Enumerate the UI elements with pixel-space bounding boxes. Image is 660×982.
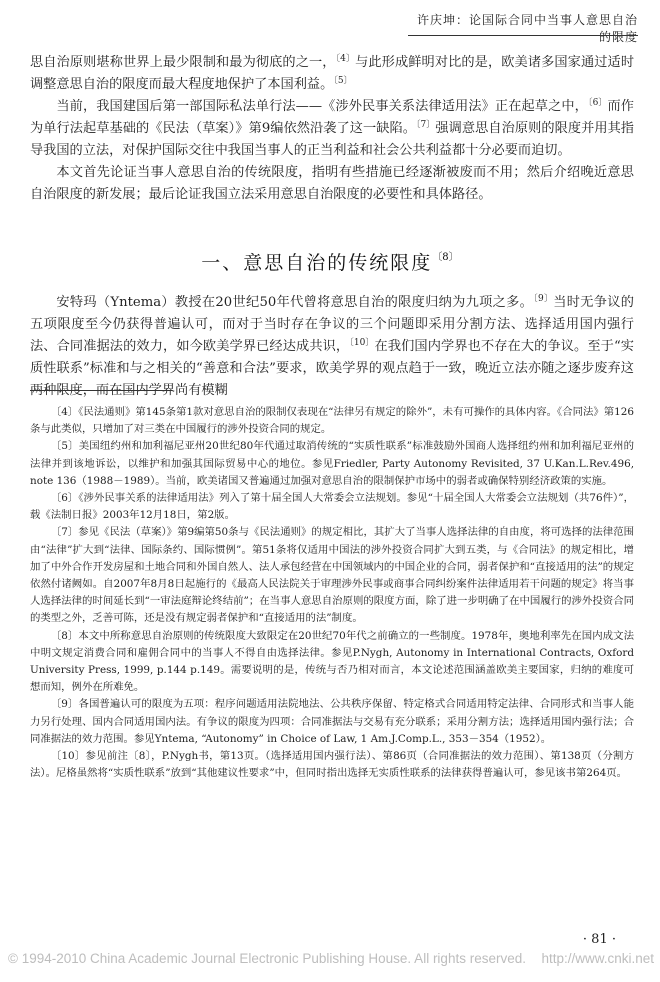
footnote-7: 〔7〕参见《民法（草案）》第9编第50条与《民法通则》的规定相比，其扩大了当事人选择法律的自由度，将可选择的法律范围由“法律”扩大到“法律、国际条约、国际惯例”。第51条将仅适用中国法的涉外投资合同扩大到五类，与《合同法》的规定相比，增加了中外合作开发房屋和土地合同和外国自然人、法人承包经营在中国领域内的中国企业的合同，弱者保护和“直接适用的法”的规定依然付诸阙如。自2007年8月8日起施行的《最高人民法院关于审理涉外民事或商事合同纠纷案件法律适用若干问题的规定》将当事人选择法律的时间延长到“一审法庭辩论终结前”；在当事人意思自治原则的限度方面，除了进一步明确了在中国履行的涉外投资合同的类型之外，乏善可陈，还是没有规定弱者保护和“直接适用的法”制度。 (30, 526, 634, 625)
footnotes (30, 404, 634, 782)
footnote-6: 〔6〕《涉外民事关系的法律适用法》列入了第十届全国人大常委会立法规划。参见“十届全国人大常委会立法规划（共76件）”，载《法制日报》2003年12月18日，第2版。 (30, 492, 634, 522)
footnote-10: 〔10〕参见前注〔8〕，P.Nygh书，第13页。（选择适用国内强行法）、第86页（合同准据法的效力范围）、第138页（分割方法）。尼格虽然将“实质性联系”放到“其他建议性要求”中，但同时指出选择无实质性联系的法律获得普遍认可，参见该书第264页。 (30, 750, 634, 780)
footnote-ref-6[interactable]: 〔6〕 (587, 98, 608, 108)
footnote-ref-8[interactable]: 〔8〕 (432, 252, 459, 263)
footnote-8: 〔8〕本文中所称意思自治原则的传统限度大致限定在20世纪70年代之前确立的一些制度。1978年，奥地利率先在国内成文法中明文规定消费合同和雇佣合同中的当事人不得自由选择法律。参见P.Nygh, Autonomy in International Contracts, Oxford University Press, 1999, p.144 p.149。需要说明的是，传统与否乃相对而言，本文论述范围涵盖欧美主要国家，归纳的难度可想而知，例外在所难免。 (30, 629, 634, 694)
section-heading: 一、意思自治的传统限度$^{〔8〕}$ (201, 252, 459, 274)
footnote-divider (30, 390, 172, 391)
footnote-5: 〔5〕美国纽约州和加利福尼亚州20世纪80年代通过取消传统的“实质性联系”标准鼓励外国商人选择纽约州和加利福尼亚州的法律并到该地诉讼，以维护和加强其国际贸易中心的地位。参见Friedler, Party Autonomy Revisited, 37 U.Kan.L.Rev.496, note 136（1988－1989）。当前，欧美诸国又普遍通过加强对意思自治的限制保护市场中的弱者或确保特别经济政策的实施。 (30, 440, 634, 487)
header-rule (408, 35, 638, 36)
footnote-ref-7[interactable]: 〔7〕 (415, 120, 436, 130)
section-paragraph: 安特玛（Yntema）教授在20世纪50年代曾将意思自治的限度归纳为九项之多。$^{〔9〕}$当时无争议的五项限度至今仍获得普遍认可，而对于当时存在争议的三个问题即采用分割方法、选择适用国内强行法、合同准据法的效力，如今欧美学界已经达成共识，$^{〔10〕}$在我们国内学界也不存在大的争议。至于“实质性联系”标准和与之相关的“善意和合法”要求，欧美学界的观点趋于一致，晚近立法亦随之逐步废弃这两种限度，而在国内学界尚有模糊 (30, 294, 634, 398)
footnote-ref-9[interactable]: 〔9〕 (533, 294, 554, 304)
page-number: · 81 · (582, 932, 616, 947)
intro-paragraph-1: 思自治原则堪称世界上最少限制和最为彻底的之一，$^{〔4〕}$与此形成鲜明对比的是，欧美诸多国家通过适时调整意思自治的限度而最大程度地保护了本国利益。$^{〔5〕}$ (30, 54, 635, 92)
copyright-notice: © 1994-2010 China Academic Journal Electronic Publishing House. All rights reserved. (8, 951, 526, 966)
footnote-4: 〔4〕《民法通则》第145条第1款对意思自治的限制仅表现在“法律另有规定的除外”，未有可操作的具体内容。《合同法》第126条与此类似，只增加了对三类在中国履行的涉外投资合同的规定。 (30, 406, 634, 436)
intro-text (30, 52, 634, 206)
footnote-ref-5[interactable]: 〔5〕 (333, 76, 353, 86)
site-link[interactable]: http://www.cnki.net (541, 951, 654, 966)
running-header: 许庆坤：论国际合同中当事人意思自治的限度 (416, 13, 638, 44)
footnote-ref-10[interactable]: 〔10〕 (349, 338, 375, 348)
footnote-9: 〔9〕各国普遍认可的限度为五项：程序问题适用法院地法、公共秩序保留、特定格式合同适用特定法律、合同形式和当事人能力另行处理、国内合同适用国内法。有争议的限度为四项：合同准据法与交易有充分联系；采用分割方法；选择适用国内强行法；合同准据法的效力范围。参见Yntema, “Autonomy” in Choice of Law, 1 Am.J.Comp.L., 353－354（1952）。 (30, 698, 634, 745)
footnote-ref-4[interactable]: 〔4〕 (335, 54, 356, 64)
section-text (30, 292, 634, 402)
intro-paragraph-2: 当前，我国建国后第一部国际私法单行法——《涉外民事关系法律适用法》正在起草之中，$^{〔6〕}$而作为单行法起草基础的《民法（草案）》第9编依然沿袭了这一缺陷。$^{〔7〕}$强调意思自治原则的限度并用其指导我国的立法，对保护国际交往中我国当事人的正当利益和社会公共利益都十分必要而迫切。 (30, 98, 634, 158)
intro-paragraph-3: 本文首先论证当事人意思自治的传统限度，指明有些措施已经逐渐被废而不用；然后介绍晚近意思自治限度的新发展；最后论证我国立法采用意思自治限度的必要性和具体路径。 (30, 165, 634, 202)
